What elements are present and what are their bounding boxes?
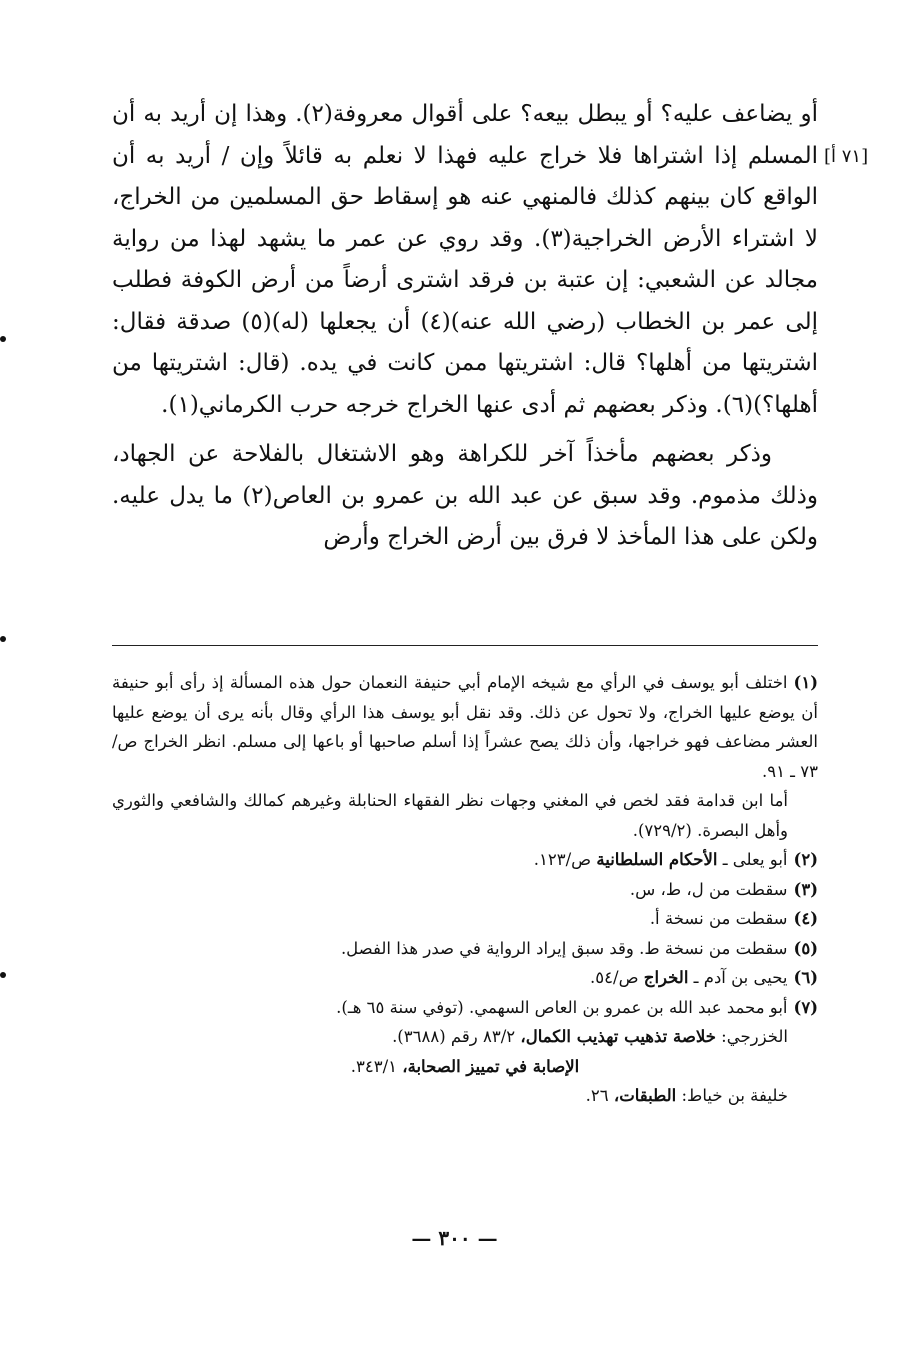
main-text (112, 94, 818, 559)
footnote-number: (٧) (793, 997, 818, 1017)
footnote-7-ref-3 (112, 1081, 818, 1111)
ref-location: ٨٣/٢ رقم (٣٦٨٨). (392, 1027, 521, 1046)
binding-mark (0, 336, 6, 342)
page-number: — ٣٠٠ — (411, 1226, 498, 1250)
footnote-page-ref: ص/٥٤. (590, 968, 644, 987)
paragraph-1: أو يضاعف عليه؟ أو يبطل بيعه؟ على أقوال معروفة(٢). وهذا إن أريد به أن المسلم إذا اشتراها فلا خراج عليه فهذا لا نعلم به قائلاً وإن / أريد به أن الواقع كان بينهم كذلك فالمنهي عنه هو إسقاط حق المسلمين من الخراج، لا اشتراء الأرض الخراجية(٣). وقد روي عن عمر ما يشهد لهذا من رواية مجالد عن الشعبي: إن عتبة بن فرقد اشترى أرضاً من أرض الكوفة فطلب إلى عمر بن الخطاب (رضي الله عنه)(٤) أن يجعلها (له)(٥) صدقة فقال: اشتريتها من أهلها؟ قال: اشتريتها ممن كانت في يده. (قال: اشتريتها من أهلها؟)(٦). وذكر بعضهم ثم أدى عنها الخراج خرجه حرب الكرماني(١). (112, 101, 819, 418)
footnote-book-title: الأحكام السلطانية (596, 850, 718, 869)
footnote-text: أبو محمد عبد الله بن عمرو بن العاص السهمي. (توفي سنة ٦٥ هـ). (336, 997, 788, 1017)
ref-location: ٣٤٣/١. (350, 1056, 403, 1076)
footnote-2 (112, 845, 818, 875)
binding-mark (0, 972, 6, 978)
footnote-4 (112, 904, 818, 934)
footnote-7 (112, 993, 818, 1023)
footnote-book-title: الخراج (643, 968, 689, 987)
footnote-3 (112, 875, 818, 905)
ref-book-title: الإصابة في تمييز الصحابة، (402, 1056, 580, 1076)
ref-book-title: خلاصة تذهيب تهذيب الكمال، (520, 1027, 716, 1046)
footnote-text: سقطت من نسخة ط. وقد سبق إيراد الرواية في صدر هذا الفصل. (340, 938, 788, 958)
footnote-number: (٤) (793, 909, 818, 928)
ref-author: خليفة بن خياط: (676, 1086, 788, 1105)
manuscript-folio-note: [٧١ أ] (824, 146, 869, 167)
footnote-text: سقطت من نسخة أ. (649, 909, 788, 928)
footnote-page-ref: ص/١٢٣. (533, 850, 597, 869)
paragraph-2: وذكر بعضهم مأخذاً آخر للكراهة وهو الاشتغال بالفلاحة عن الجهاد، وذلك مذموم. وقد سبق عن عبد الله بن عمرو بن العاص(٢) ما يدل عليه. ولكن على هذا المأخذ لا فرق بين أرض الخراج وأرض (112, 441, 819, 550)
ref-location: ٢٦. (585, 1086, 614, 1105)
binding-mark (0, 636, 6, 642)
footnote-number: (١) (793, 673, 818, 692)
footnote-separator (112, 645, 818, 646)
footnote-5 (112, 934, 818, 964)
ref-author: الخزرجي: (715, 1027, 788, 1046)
footnote-number: (٢) (793, 850, 818, 869)
footnote-author: أبو يعلى ـ (717, 850, 788, 869)
footnote-number: (٣) (793, 879, 818, 899)
footnote-7-ref-2 (112, 1052, 818, 1082)
footnote-7-ref-1 (112, 1022, 818, 1052)
footnote-author: يحيى بن آدم ـ (688, 968, 788, 987)
footnote-text: اختلف أبو يوسف في الرأي مع شيخه الإمام أبي حنيفة النعمان حول هذه المسألة إذ رأى أبو حنيفة أن يوضع عليها الخراج، ولا تحول عن ذلك. وقد نقل أبو يوسف هذا الرأي وقال بأنه يرى أن يوضع عليها العشر مضاعف فهو خراجها، وأن ذلك يصح عشراً إذا أسلم صاحبها أو باعها إلى مسلم. انظر الخراج ص/٧٣ ـ ٩١. (112, 673, 818, 781)
footnote-number: (٥) (793, 938, 818, 958)
footnote-number: (٦) (793, 968, 818, 987)
footnote-1 (112, 668, 818, 786)
footnote-1-continuation: أما ابن قدامة فقد لخص في المغني وجهات نظر الفقهاء الحنابلة وغيرهم كمالك والشافعي والثوري وأهل البصرة. (٧٢٩/٢). (112, 791, 788, 840)
footnote-6 (112, 963, 818, 993)
footnotes (112, 668, 818, 1111)
footnote-text: سقطت من ل، ط، س. (629, 879, 788, 899)
ref-book-title: الطبقات، (613, 1086, 677, 1105)
